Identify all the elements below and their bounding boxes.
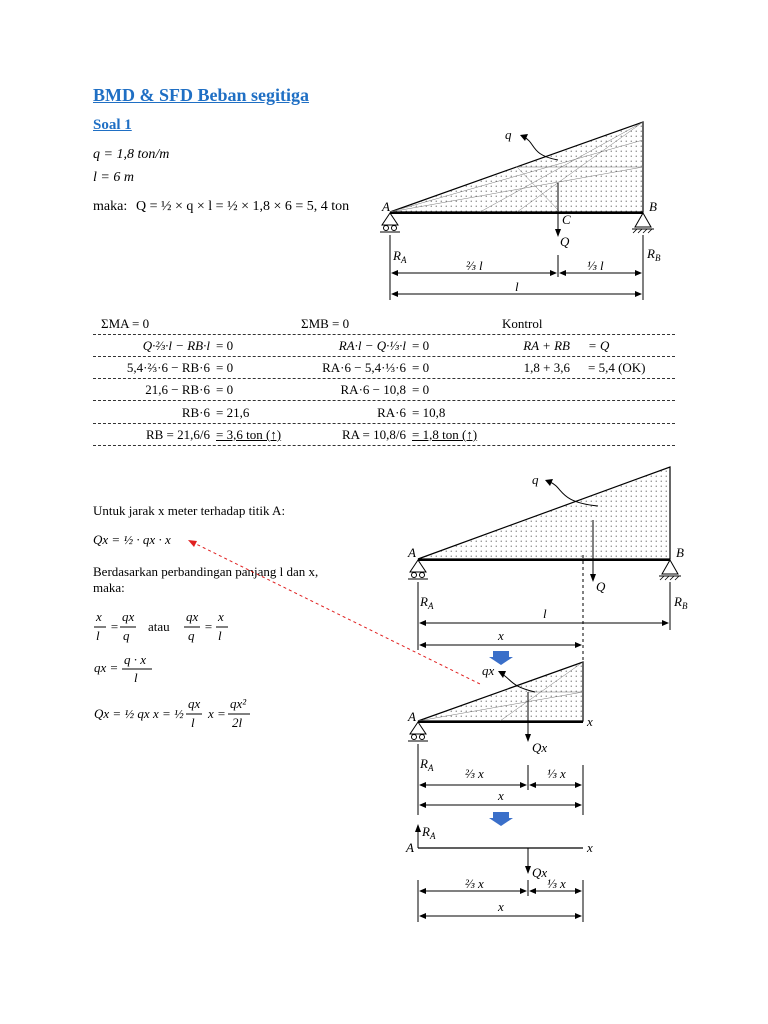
- Qx-label: Qx: [532, 740, 548, 755]
- dim-two-thirds-x: ⅔ x: [465, 876, 484, 891]
- page-title: BMD & SFD Beban segitiga: [93, 85, 309, 105]
- dim-x: x: [498, 899, 504, 914]
- RB-label: $R_B$: [647, 246, 661, 263]
- svg-text:q: q: [123, 628, 130, 643]
- table-row: = 5,4 (OK): [588, 360, 646, 375]
- table-row: = 0: [412, 338, 430, 353]
- table-row: = Q: [588, 338, 610, 353]
- point-B: B: [649, 199, 657, 214]
- RB-label: $R_B$: [674, 594, 688, 611]
- table-row: RA·l − Q·⅓·l: [338, 338, 406, 353]
- maka-text: maka:: [93, 580, 125, 595]
- table-row: = 21,6: [216, 405, 250, 420]
- dim-two-thirds-x: ⅔ x: [465, 766, 484, 781]
- table-row: = 0: [216, 338, 234, 353]
- dim-one-third-l: ⅓ l: [587, 258, 604, 273]
- point-A: A: [406, 840, 414, 855]
- given-l: l = 6 m: [93, 170, 134, 185]
- point-C: C: [562, 212, 571, 227]
- svg-text:x: x: [96, 609, 102, 624]
- x-end: x: [587, 714, 593, 729]
- point-B: B: [676, 545, 684, 560]
- table-row: RA·6 − 5,4·⅓·6: [322, 360, 406, 375]
- table-row: = 10,8: [412, 405, 446, 420]
- berdasarkan-text: Berdasarkan perbandingan panjang l dan x,: [93, 564, 319, 579]
- svg-text:qx =: qx =: [94, 660, 119, 675]
- diagram-beam-triangular-load: [360, 115, 680, 305]
- svg-text:atau: atau: [148, 619, 170, 634]
- point-A: A: [408, 709, 416, 724]
- dim-one-third-x: ⅓ x: [547, 766, 566, 781]
- diagram-free-body-x: [180, 460, 720, 930]
- table-row: Q·⅔·l − RB·l: [142, 338, 210, 353]
- Q-label: Q: [560, 234, 570, 249]
- table-row: 1,8 + 3,6: [523, 360, 570, 375]
- table-row: 5,4·⅔·6 − RB·6: [126, 360, 210, 375]
- table-row: = 3,6 ton (↑): [216, 427, 282, 442]
- dim-x: x: [498, 628, 504, 643]
- point-A: A: [382, 199, 390, 214]
- svg-text:l: l: [96, 628, 100, 643]
- table-row: = 1,8 ton (↑): [412, 427, 478, 442]
- table-row: RA = 10,8/6: [341, 427, 406, 442]
- RA-label: $R_A$: [420, 594, 434, 611]
- Q-label: Q: [596, 579, 606, 594]
- table-row: RA + RB: [523, 338, 570, 353]
- table-row: = 0: [412, 382, 430, 397]
- svg-text:x: x: [218, 609, 224, 624]
- RA-label: $R_A$: [422, 824, 436, 841]
- table-head-kontrol: Kontrol: [502, 316, 543, 331]
- q-label: q: [532, 472, 539, 487]
- svg-text:=: =: [204, 619, 213, 634]
- table-row: RA·6 − 10,8: [340, 382, 406, 397]
- svg-text:l: l: [218, 628, 222, 643]
- svg-text:=: =: [110, 619, 119, 634]
- RA-label: $R_A$: [393, 248, 407, 265]
- table-row: RB = 21,6/6: [145, 427, 210, 442]
- table-row: RA·6: [377, 405, 406, 420]
- dim-one-third-x: ⅓ x: [547, 876, 566, 891]
- dim-x: x: [498, 788, 504, 803]
- q-label: q: [505, 127, 512, 142]
- svg-text:x =: x =: [208, 706, 226, 721]
- section-title: Soal 1: [93, 117, 132, 133]
- svg-text:l: l: [134, 670, 138, 685]
- dim-two-thirds-l: ⅔ l: [466, 258, 483, 273]
- svg-text:q: q: [188, 628, 195, 643]
- table-row: RB·6: [181, 405, 210, 420]
- svg-text:qx: qx: [122, 609, 135, 624]
- dim-l: l: [515, 279, 519, 294]
- qx-label: qx: [482, 663, 495, 678]
- table-head-sum-MB: ΣMB = 0: [301, 316, 350, 331]
- maka-label: maka:: [93, 199, 128, 214]
- svg-text:Qx = ½ qx x = ½: Qx = ½ qx x = ½: [94, 706, 184, 721]
- table-row: = 0: [412, 360, 430, 375]
- Qx-label: Qx: [532, 865, 548, 880]
- x-end: x: [587, 840, 593, 855]
- table-row: = 0: [216, 382, 234, 397]
- svg-text:q · x: q · x: [124, 652, 147, 667]
- untuk-text: Untuk jarak x meter terhadap titik A:: [93, 503, 286, 518]
- svg-text:2l: 2l: [232, 715, 243, 730]
- dim-l: l: [543, 606, 547, 621]
- given-q: q = 1,8 ton/m: [93, 147, 170, 162]
- RA-label: $R_A$: [420, 756, 434, 773]
- Qx-equation: Qx = ½ · qx · x: [93, 532, 171, 547]
- svg-text:qx: qx: [186, 609, 199, 624]
- svg-text:qx²: qx²: [230, 696, 247, 711]
- point-A: A: [408, 545, 416, 560]
- svg-text:l: l: [191, 715, 195, 730]
- Q-formula: Q = ½ × q × l = ½ × 1,8 × 6 = 5, 4 ton: [136, 199, 350, 214]
- table-row: 21,6 − RB·6: [145, 382, 210, 397]
- table-row: = 0: [216, 360, 234, 375]
- svg-text:qx: qx: [188, 696, 201, 711]
- table-head-sum-MA: ΣMA = 0: [101, 316, 150, 331]
